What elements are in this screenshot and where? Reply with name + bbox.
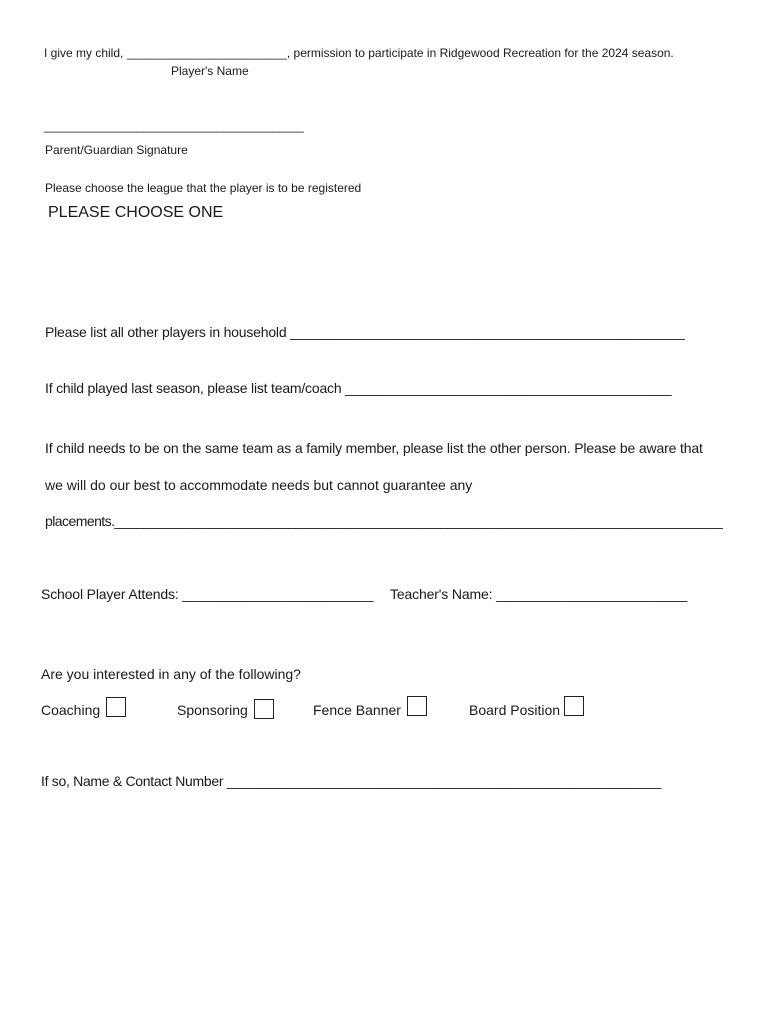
board-position-checkbox[interactable] <box>564 696 584 716</box>
consent-statement: I give my child, ________________________, permission to participate in Ridgewood Recreation for the 2024 season. <box>44 46 674 60</box>
coaching-label: Coaching <box>41 702 101 718</box>
coaching-checkbox[interactable] <box>106 697 126 717</box>
signature-caption: Parent/Guardian Signature <box>45 143 188 157</box>
same-team-instructions: If child needs to be on the same team as a family member, please list the other person. Please be aware that <box>45 440 703 456</box>
fence-banner-label: Fence Banner <box>313 702 401 718</box>
player-name-caption: Player's Name <box>171 64 249 78</box>
same-team-disclaimer: we will do our best to accommodate needs but cannot guarantee any <box>45 477 473 493</box>
school-field[interactable]: School Player Attends: _________________________ <box>41 586 374 602</box>
household-players-field[interactable]: Please list all other players in household ____________________________________________________ <box>45 324 685 340</box>
league-prompt: Please choose the league that the player is to be registered <box>45 181 362 195</box>
league-dropdown[interactable]: PLEASE CHOOSE ONE <box>48 204 224 221</box>
sponsoring-label: Sponsoring <box>177 702 248 718</box>
interests-question: Are you interested in any of the following? <box>41 666 301 682</box>
sponsoring-checkbox[interactable] <box>254 699 274 719</box>
signature-line[interactable]: __________________________________________ <box>44 119 304 133</box>
fence-banner-checkbox[interactable] <box>407 696 427 716</box>
last-season-team-field[interactable]: If child played last season, please list team/coach ___________________________________________ <box>45 380 672 396</box>
placements-field[interactable]: placements.____________________________________________________________________________________ <box>45 513 723 529</box>
teacher-name-field[interactable]: Teacher's Name: _________________________ <box>390 586 687 602</box>
contact-field[interactable]: If so, Name & Contact Number __________________________________________________________ <box>41 773 662 789</box>
board-position-label: Board Position <box>469 702 561 718</box>
